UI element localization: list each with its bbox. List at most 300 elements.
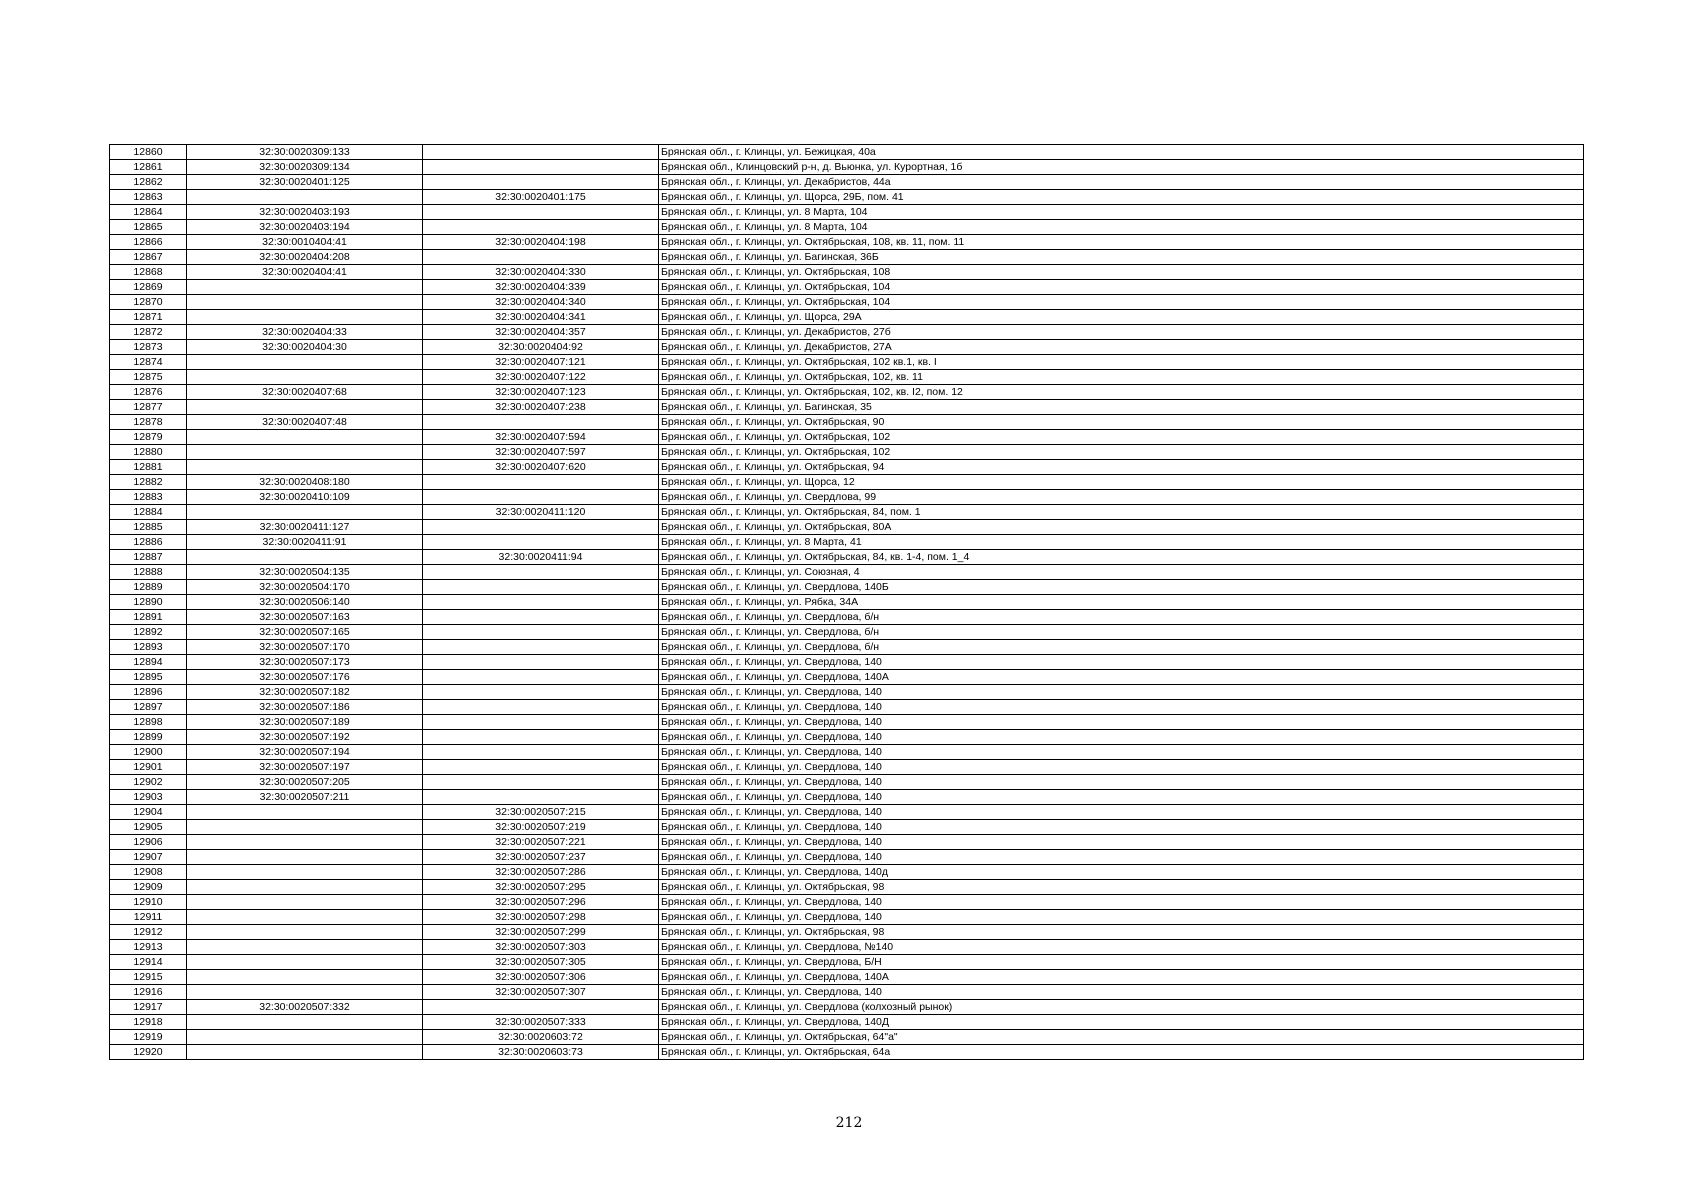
row-number-cell: 12862 bbox=[110, 175, 187, 190]
address-cell: Брянская обл., г. Клинцы, ул. Октябрьская, 80А bbox=[659, 520, 1584, 535]
cadastral-number-2-cell bbox=[423, 790, 659, 805]
row-number-cell: 12894 bbox=[110, 655, 187, 670]
cadastral-number-2-cell bbox=[423, 670, 659, 685]
cadastral-number-2-cell bbox=[423, 625, 659, 640]
row-number-cell: 12913 bbox=[110, 940, 187, 955]
address-cell: Брянская обл., г. Клинцы, ул. Щорса, 12 bbox=[659, 475, 1584, 490]
cadastral-number-1-cell bbox=[187, 955, 423, 970]
table-row bbox=[110, 220, 1584, 235]
cadastral-number-1-cell: 32:30:0020507:170 bbox=[187, 640, 423, 655]
cadastral-number-2-cell: 32:30:0020507:237 bbox=[423, 850, 659, 865]
cadastral-number-1-cell: 32:30:0020407:48 bbox=[187, 415, 423, 430]
row-number-cell: 12916 bbox=[110, 985, 187, 1000]
row-number-cell: 12903 bbox=[110, 790, 187, 805]
cadastral-number-1-cell bbox=[187, 1030, 423, 1045]
cadastral-number-2-cell bbox=[423, 145, 659, 160]
cadastral-number-1-cell: 32:30:0020309:133 bbox=[187, 145, 423, 160]
cadastral-number-2-cell bbox=[423, 715, 659, 730]
address-cell: Брянская обл., г. Клинцы, ул. Свердлова, б/н bbox=[659, 625, 1584, 640]
address-cell: Брянская обл., г. Клинцы, ул. Октябрьская, 102 кв.1, кв. I bbox=[659, 355, 1584, 370]
table-row bbox=[110, 715, 1584, 730]
row-number-cell: 12910 bbox=[110, 895, 187, 910]
cadastral-number-1-cell: 32:30:0020411:127 bbox=[187, 520, 423, 535]
address-cell: Брянская обл., г. Клинцы, ул. Свердлова, 140А bbox=[659, 670, 1584, 685]
cadastral-number-2-cell: 32:30:0020407:620 bbox=[423, 460, 659, 475]
cadastral-number-1-cell: 32:30:0020507:176 bbox=[187, 670, 423, 685]
cadastral-number-2-cell: 32:30:0020507:296 bbox=[423, 895, 659, 910]
table-row bbox=[110, 595, 1584, 610]
row-number-cell: 12897 bbox=[110, 700, 187, 715]
address-cell: Брянская обл., г. Клинцы, ул. Свердлова, 140 bbox=[659, 715, 1584, 730]
cadastral-number-1-cell bbox=[187, 1045, 423, 1060]
row-number-cell: 12881 bbox=[110, 460, 187, 475]
address-cell: Брянская обл., г. Клинцы, ул. Октябрьская, 64а bbox=[659, 1045, 1584, 1060]
row-number-cell: 12860 bbox=[110, 145, 187, 160]
table-row bbox=[110, 175, 1584, 190]
table-row bbox=[110, 805, 1584, 820]
address-cell: Брянская обл., г. Клинцы, ул. 8 Марта, 41 bbox=[659, 535, 1584, 550]
row-number-cell: 12886 bbox=[110, 535, 187, 550]
row-number-cell: 12912 bbox=[110, 925, 187, 940]
cadastral-number-2-cell: 32:30:0020407:123 bbox=[423, 385, 659, 400]
cadastral-number-1-cell: 32:30:0020504:135 bbox=[187, 565, 423, 580]
cadastral-number-1-cell bbox=[187, 430, 423, 445]
row-number-cell: 12908 bbox=[110, 865, 187, 880]
registry-table bbox=[109, 144, 1584, 1060]
address-cell: Брянская обл., г. Клинцы, ул. Свердлова, 140А bbox=[659, 970, 1584, 985]
table-row bbox=[110, 1030, 1584, 1045]
address-cell: Брянская обл., г. Клинцы, ул. Октябрьская, 102, кв. 11 bbox=[659, 370, 1584, 385]
cadastral-number-1-cell bbox=[187, 190, 423, 205]
cadastral-number-1-cell bbox=[187, 970, 423, 985]
cadastral-number-2-cell: 32:30:0020507:221 bbox=[423, 835, 659, 850]
table-row bbox=[110, 700, 1584, 715]
cadastral-number-2-cell bbox=[423, 655, 659, 670]
table-row bbox=[110, 655, 1584, 670]
cadastral-number-2-cell: 32:30:0020407:594 bbox=[423, 430, 659, 445]
address-cell: Брянская обл., г. Клинцы, ул. Свердлова, 140 bbox=[659, 835, 1584, 850]
table-row bbox=[110, 265, 1584, 280]
table-row bbox=[110, 145, 1584, 160]
table-row bbox=[110, 850, 1584, 865]
cadastral-number-1-cell bbox=[187, 820, 423, 835]
address-cell: Брянская обл., г. Клинцы, ул. Октябрьская, 108, кв. 11, пом. 11 bbox=[659, 235, 1584, 250]
row-number-cell: 12869 bbox=[110, 280, 187, 295]
cadastral-number-1-cell: 32:30:0020407:68 bbox=[187, 385, 423, 400]
cadastral-number-1-cell: 32:30:0020404:33 bbox=[187, 325, 423, 340]
row-number-cell: 12919 bbox=[110, 1030, 187, 1045]
row-number-cell: 12867 bbox=[110, 250, 187, 265]
address-cell: Брянская обл., г. Клинцы, ул. Свердлова, Б/Н bbox=[659, 955, 1584, 970]
table-row bbox=[110, 865, 1584, 880]
row-number-cell: 12895 bbox=[110, 670, 187, 685]
table-row bbox=[110, 640, 1584, 655]
cadastral-number-1-cell bbox=[187, 940, 423, 955]
cadastral-number-1-cell: 32:30:0010404:41 bbox=[187, 235, 423, 250]
cadastral-number-2-cell: 32:30:0020401:175 bbox=[423, 190, 659, 205]
row-number-cell: 12889 bbox=[110, 580, 187, 595]
address-cell: Брянская обл., г. Клинцы, ул. Октябрьская, 84, кв. 1-4, пом. 1_4 bbox=[659, 550, 1584, 565]
cadastral-number-1-cell bbox=[187, 925, 423, 940]
cadastral-number-2-cell: 32:30:0020507:295 bbox=[423, 880, 659, 895]
address-cell: Брянская обл., г. Клинцы, ул. Свердлова, 99 bbox=[659, 490, 1584, 505]
cadastral-number-2-cell: 32:30:0020404:341 bbox=[423, 310, 659, 325]
address-cell: Брянская обл., г. Клинцы, ул. 8 Марта, 104 bbox=[659, 220, 1584, 235]
cadastral-number-2-cell: 32:30:0020404:339 bbox=[423, 280, 659, 295]
table-row bbox=[110, 730, 1584, 745]
cadastral-number-1-cell: 32:30:0020401:125 bbox=[187, 175, 423, 190]
table-row bbox=[110, 370, 1584, 385]
table-row bbox=[110, 235, 1584, 250]
cadastral-number-2-cell: 32:30:0020407:597 bbox=[423, 445, 659, 460]
cadastral-number-2-cell: 32:30:0020411:120 bbox=[423, 505, 659, 520]
address-cell: Брянская обл., г. Клинцы, ул. Октябрьская, 102, кв. I2, пом. 12 bbox=[659, 385, 1584, 400]
address-cell: Брянская обл., г. Клинцы, ул. Свердлова, 140 bbox=[659, 760, 1584, 775]
row-number-cell: 12920 bbox=[110, 1045, 187, 1060]
row-number-cell: 12876 bbox=[110, 385, 187, 400]
address-cell: Брянская обл., г. Клинцы, ул. Свердлова, 140 bbox=[659, 730, 1584, 745]
cadastral-number-1-cell: 32:30:0020403:193 bbox=[187, 205, 423, 220]
cadastral-number-2-cell bbox=[423, 565, 659, 580]
table-row bbox=[110, 1000, 1584, 1015]
table-row bbox=[110, 685, 1584, 700]
row-number-cell: 12870 bbox=[110, 295, 187, 310]
table-row bbox=[110, 310, 1584, 325]
cadastral-number-2-cell: 32:30:0020507:307 bbox=[423, 985, 659, 1000]
cadastral-number-1-cell bbox=[187, 460, 423, 475]
cadastral-number-2-cell bbox=[423, 535, 659, 550]
cadastral-number-1-cell bbox=[187, 880, 423, 895]
cadastral-number-2-cell bbox=[423, 640, 659, 655]
row-number-cell: 12882 bbox=[110, 475, 187, 490]
row-number-cell: 12898 bbox=[110, 715, 187, 730]
table-row bbox=[110, 460, 1584, 475]
table-row bbox=[110, 745, 1584, 760]
address-cell: Брянская обл., г. Клинцы, ул. Свердлова, 140 bbox=[659, 655, 1584, 670]
cadastral-number-2-cell: 32:30:0020507:286 bbox=[423, 865, 659, 880]
address-cell: Брянская обл., г. Клинцы, ул. Декабристов, 27б bbox=[659, 325, 1584, 340]
row-number-cell: 12887 bbox=[110, 550, 187, 565]
address-cell: Брянская обл., Клинцовский р-н, д. Вьюнка, ул. Курортная, 1б bbox=[659, 160, 1584, 175]
address-cell: Брянская обл., г. Клинцы, ул. Октябрьская, 102 bbox=[659, 445, 1584, 460]
row-number-cell: 12883 bbox=[110, 490, 187, 505]
row-number-cell: 12899 bbox=[110, 730, 187, 745]
row-number-cell: 12879 bbox=[110, 430, 187, 445]
row-number-cell: 12888 bbox=[110, 565, 187, 580]
address-cell: Брянская обл., г. Клинцы, ул. Свердлова, 140Б bbox=[659, 580, 1584, 595]
cadastral-number-2-cell: 32:30:0020407:122 bbox=[423, 370, 659, 385]
address-cell: Брянская обл., г. Клинцы, ул. Свердлова, 140 bbox=[659, 700, 1584, 715]
address-cell: Брянская обл., г. Клинцы, ул. Свердлова, №140 bbox=[659, 940, 1584, 955]
row-number-cell: 12875 bbox=[110, 370, 187, 385]
cadastral-number-2-cell bbox=[423, 700, 659, 715]
cadastral-number-2-cell bbox=[423, 475, 659, 490]
row-number-cell: 12906 bbox=[110, 835, 187, 850]
cadastral-number-1-cell: 32:30:0020507:332 bbox=[187, 1000, 423, 1015]
row-number-cell: 12891 bbox=[110, 610, 187, 625]
address-cell: Брянская обл., г. Клинцы, ул. Свердлова, 140 bbox=[659, 790, 1584, 805]
row-number-cell: 12900 bbox=[110, 745, 187, 760]
table-row bbox=[110, 250, 1584, 265]
table-row bbox=[110, 625, 1584, 640]
address-cell: Брянская обл., г. Клинцы, ул. Свердлова, 140 bbox=[659, 985, 1584, 1000]
cadastral-number-2-cell: 32:30:0020507:306 bbox=[423, 970, 659, 985]
address-cell: Брянская обл., г. Клинцы, ул. Октябрьская, 94 bbox=[659, 460, 1584, 475]
row-number-cell: 12911 bbox=[110, 910, 187, 925]
row-number-cell: 12915 bbox=[110, 970, 187, 985]
cadastral-number-2-cell: 32:30:0020603:73 bbox=[423, 1045, 659, 1060]
cadastral-number-1-cell bbox=[187, 550, 423, 565]
row-number-cell: 12917 bbox=[110, 1000, 187, 1015]
row-number-cell: 12863 bbox=[110, 190, 187, 205]
cadastral-number-2-cell bbox=[423, 520, 659, 535]
cadastral-number-1-cell bbox=[187, 985, 423, 1000]
page-number: 212 bbox=[835, 1115, 863, 1131]
cadastral-number-2-cell: 32:30:0020407:121 bbox=[423, 355, 659, 370]
cadastral-number-2-cell: 32:30:0020407:238 bbox=[423, 400, 659, 415]
row-number-cell: 12905 bbox=[110, 820, 187, 835]
cadastral-number-2-cell: 32:30:0020507:219 bbox=[423, 820, 659, 835]
cadastral-number-1-cell: 32:30:0020507:186 bbox=[187, 700, 423, 715]
table-row bbox=[110, 880, 1584, 895]
cadastral-number-2-cell bbox=[423, 220, 659, 235]
table-row bbox=[110, 280, 1584, 295]
table-row bbox=[110, 430, 1584, 445]
row-number-cell: 12904 bbox=[110, 805, 187, 820]
row-number-cell: 12890 bbox=[110, 595, 187, 610]
row-number-cell: 12880 bbox=[110, 445, 187, 460]
table-row bbox=[110, 400, 1584, 415]
cadastral-number-2-cell: 32:30:0020507:303 bbox=[423, 940, 659, 955]
table-row bbox=[110, 790, 1584, 805]
cadastral-number-2-cell bbox=[423, 175, 659, 190]
cadastral-number-1-cell bbox=[187, 805, 423, 820]
table-row bbox=[110, 520, 1584, 535]
cadastral-number-1-cell bbox=[187, 505, 423, 520]
address-cell: Брянская обл., г. Клинцы, ул. Октябрьская, 90 bbox=[659, 415, 1584, 430]
cadastral-number-2-cell bbox=[423, 415, 659, 430]
row-number-cell: 12909 bbox=[110, 880, 187, 895]
table-row bbox=[110, 190, 1584, 205]
address-cell: Брянская обл., г. Клинцы, ул. Свердлова, 140 bbox=[659, 805, 1584, 820]
address-cell: Брянская обл., г. Клинцы, ул. Свердлова, 140 bbox=[659, 745, 1584, 760]
address-cell: Брянская обл., г. Клинцы, ул. Свердлова, 140 bbox=[659, 910, 1584, 925]
cadastral-number-2-cell bbox=[423, 760, 659, 775]
table-row bbox=[110, 1015, 1584, 1030]
table-row bbox=[110, 160, 1584, 175]
row-number-cell: 12864 bbox=[110, 205, 187, 220]
table-row bbox=[110, 895, 1584, 910]
address-cell: Брянская обл., г. Клинцы, ул. Союзная, 4 bbox=[659, 565, 1584, 580]
address-cell: Брянская обл., г. Клинцы, ул. Свердлова, 140 bbox=[659, 895, 1584, 910]
cadastral-number-1-cell: 32:30:0020507:205 bbox=[187, 775, 423, 790]
cadastral-number-1-cell: 32:30:0020404:41 bbox=[187, 265, 423, 280]
cadastral-number-1-cell: 32:30:0020507:192 bbox=[187, 730, 423, 745]
address-cell: Брянская обл., г. Клинцы, ул. Бежицкая, 40а bbox=[659, 145, 1584, 160]
cadastral-number-2-cell: 32:30:0020507:298 bbox=[423, 910, 659, 925]
cadastral-number-1-cell bbox=[187, 295, 423, 310]
table-row bbox=[110, 940, 1584, 955]
row-number-cell: 12878 bbox=[110, 415, 187, 430]
cadastral-number-1-cell: 32:30:0020411:91 bbox=[187, 535, 423, 550]
table-row bbox=[110, 295, 1584, 310]
table-row bbox=[110, 610, 1584, 625]
cadastral-number-1-cell: 32:30:0020507:211 bbox=[187, 790, 423, 805]
row-number-cell: 12892 bbox=[110, 625, 187, 640]
address-cell: Брянская обл., г. Клинцы, ул. Свердлова, 140 bbox=[659, 775, 1584, 790]
row-number-cell: 12861 bbox=[110, 160, 187, 175]
table-row bbox=[110, 775, 1584, 790]
cadastral-number-1-cell bbox=[187, 850, 423, 865]
cadastral-number-1-cell bbox=[187, 895, 423, 910]
address-cell: Брянская обл., г. Клинцы, ул. Багинская, 35 bbox=[659, 400, 1584, 415]
address-cell: Брянская обл., г. Клинцы, ул. Свердлова (колхозный рынок) bbox=[659, 1000, 1584, 1015]
address-cell: Брянская обл., г. Клинцы, ул. Декабристов, 44а bbox=[659, 175, 1584, 190]
row-number-cell: 12918 bbox=[110, 1015, 187, 1030]
cadastral-number-1-cell bbox=[187, 445, 423, 460]
cadastral-number-1-cell: 32:30:0020507:173 bbox=[187, 655, 423, 670]
row-number-cell: 12893 bbox=[110, 640, 187, 655]
address-cell: Брянская обл., г. Клинцы, ул. Свердлова, 140д bbox=[659, 865, 1584, 880]
table-row bbox=[110, 550, 1584, 565]
cadastral-number-2-cell: 32:30:0020404:330 bbox=[423, 265, 659, 280]
address-cell: Брянская обл., г. Клинцы, ул. Свердлова, б/н bbox=[659, 640, 1584, 655]
row-number-cell: 12871 bbox=[110, 310, 187, 325]
cadastral-number-1-cell: 32:30:0020408:180 bbox=[187, 475, 423, 490]
row-number-cell: 12872 bbox=[110, 325, 187, 340]
address-cell: Брянская обл., г. Клинцы, ул. Октябрьская, 64"а" bbox=[659, 1030, 1584, 1045]
table-row bbox=[110, 475, 1584, 490]
cadastral-number-1-cell bbox=[187, 355, 423, 370]
cadastral-number-1-cell: 32:30:0020404:30 bbox=[187, 340, 423, 355]
table-row bbox=[110, 445, 1584, 460]
address-cell: Брянская обл., г. Клинцы, ул. Багинская, 36Б bbox=[659, 250, 1584, 265]
address-cell: Брянская обл., г. Клинцы, ул. Октябрьская, 84, пом. 1 bbox=[659, 505, 1584, 520]
address-cell: Брянская обл., г. Клинцы, ул. Щорса, 29А bbox=[659, 310, 1584, 325]
address-cell: Брянская обл., г. Клинцы, ул. Щорса, 29Б, пом. 41 bbox=[659, 190, 1584, 205]
cadastral-number-1-cell: 32:30:0020507:197 bbox=[187, 760, 423, 775]
cadastral-number-1-cell bbox=[187, 865, 423, 880]
table-row bbox=[110, 925, 1584, 940]
row-number-cell: 12866 bbox=[110, 235, 187, 250]
table-row bbox=[110, 340, 1584, 355]
cadastral-number-2-cell: 32:30:0020507:215 bbox=[423, 805, 659, 820]
table-row bbox=[110, 910, 1584, 925]
address-cell: Брянская обл., г. Клинцы, ул. Свердлова, 140Д bbox=[659, 1015, 1584, 1030]
cadastral-number-2-cell: 32:30:0020404:340 bbox=[423, 295, 659, 310]
row-number-cell: 12896 bbox=[110, 685, 187, 700]
table-row bbox=[110, 820, 1584, 835]
cadastral-number-2-cell: 32:30:0020507:333 bbox=[423, 1015, 659, 1030]
table-row bbox=[110, 490, 1584, 505]
cadastral-number-1-cell: 32:30:0020404:208 bbox=[187, 250, 423, 265]
cadastral-number-1-cell bbox=[187, 280, 423, 295]
table-row bbox=[110, 670, 1584, 685]
table-row bbox=[110, 205, 1584, 220]
table-row bbox=[110, 325, 1584, 340]
table-row bbox=[110, 955, 1584, 970]
address-cell: Брянская обл., г. Клинцы, ул. Октябрьская, 104 bbox=[659, 295, 1584, 310]
row-number-cell: 12885 bbox=[110, 520, 187, 535]
cadastral-number-1-cell: 32:30:0020507:165 bbox=[187, 625, 423, 640]
row-number-cell: 12877 bbox=[110, 400, 187, 415]
cadastral-number-2-cell bbox=[423, 745, 659, 760]
table-row bbox=[110, 415, 1584, 430]
table-row bbox=[110, 1045, 1584, 1060]
row-number-cell: 12902 bbox=[110, 775, 187, 790]
row-number-cell: 12901 bbox=[110, 760, 187, 775]
row-number-cell: 12865 bbox=[110, 220, 187, 235]
cadastral-number-1-cell bbox=[187, 1015, 423, 1030]
cadastral-number-2-cell: 32:30:0020404:198 bbox=[423, 235, 659, 250]
row-number-cell: 12874 bbox=[110, 355, 187, 370]
cadastral-number-1-cell: 32:30:0020507:163 bbox=[187, 610, 423, 625]
address-cell: Брянская обл., г. Клинцы, ул. Октябрьская, 98 bbox=[659, 880, 1584, 895]
row-number-cell: 12873 bbox=[110, 340, 187, 355]
table-row bbox=[110, 535, 1584, 550]
address-cell: Брянская обл., г. Клинцы, ул. Свердлова, б/н bbox=[659, 610, 1584, 625]
cadastral-number-2-cell: 32:30:0020507:305 bbox=[423, 955, 659, 970]
cadastral-number-2-cell bbox=[423, 160, 659, 175]
address-cell: Брянская обл., г. Клинцы, ул. Рябка, 34А bbox=[659, 595, 1584, 610]
cadastral-number-1-cell bbox=[187, 400, 423, 415]
address-cell: Брянская обл., г. Клинцы, ул. Свердлова, 140 bbox=[659, 850, 1584, 865]
cadastral-number-1-cell bbox=[187, 370, 423, 385]
cadastral-number-2-cell bbox=[423, 685, 659, 700]
table-row bbox=[110, 835, 1584, 850]
table-row bbox=[110, 505, 1584, 520]
table-row bbox=[110, 355, 1584, 370]
row-number-cell: 12914 bbox=[110, 955, 187, 970]
cadastral-number-1-cell bbox=[187, 835, 423, 850]
cadastral-number-2-cell bbox=[423, 730, 659, 745]
cadastral-number-1-cell: 32:30:0020507:194 bbox=[187, 745, 423, 760]
table-row bbox=[110, 970, 1584, 985]
address-cell: Брянская обл., г. Клинцы, ул. Свердлова, 140 bbox=[659, 820, 1584, 835]
row-number-cell: 12907 bbox=[110, 850, 187, 865]
cadastral-number-2-cell bbox=[423, 580, 659, 595]
cadastral-number-1-cell: 32:30:0020504:170 bbox=[187, 580, 423, 595]
cadastral-number-2-cell bbox=[423, 205, 659, 220]
address-cell: Брянская обл., г. Клинцы, ул. Октябрьская, 102 bbox=[659, 430, 1584, 445]
cadastral-number-2-cell bbox=[423, 595, 659, 610]
cadastral-number-2-cell: 32:30:0020603:72 bbox=[423, 1030, 659, 1045]
cadastral-number-2-cell bbox=[423, 490, 659, 505]
cadastral-number-1-cell: 32:30:0020506:140 bbox=[187, 595, 423, 610]
table-row bbox=[110, 385, 1584, 400]
row-number-cell: 12868 bbox=[110, 265, 187, 280]
cadastral-number-2-cell bbox=[423, 250, 659, 265]
cadastral-number-2-cell: 32:30:0020404:92 bbox=[423, 340, 659, 355]
cadastral-number-1-cell bbox=[187, 910, 423, 925]
address-cell: Брянская обл., г. Клинцы, ул. Октябрьская, 108 bbox=[659, 265, 1584, 280]
address-cell: Брянская обл., г. Клинцы, ул. Октябрьская, 98 bbox=[659, 925, 1584, 940]
cadastral-number-2-cell bbox=[423, 775, 659, 790]
cadastral-number-1-cell bbox=[187, 310, 423, 325]
cadastral-number-2-cell bbox=[423, 1000, 659, 1015]
cadastral-number-1-cell: 32:30:0020507:182 bbox=[187, 685, 423, 700]
address-cell: Брянская обл., г. Клинцы, ул. Свердлова, 140 bbox=[659, 685, 1584, 700]
cadastral-number-2-cell: 32:30:0020411:94 bbox=[423, 550, 659, 565]
cadastral-number-2-cell: 32:30:0020404:357 bbox=[423, 325, 659, 340]
table-row bbox=[110, 760, 1584, 775]
address-cell: Брянская обл., г. Клинцы, ул. Октябрьская, 104 bbox=[659, 280, 1584, 295]
address-cell: Брянская обл., г. Клинцы, ул. 8 Марта, 104 bbox=[659, 205, 1584, 220]
table-row bbox=[110, 580, 1584, 595]
cadastral-number-1-cell: 32:30:0020309:134 bbox=[187, 160, 423, 175]
cadastral-number-1-cell: 32:30:0020403:194 bbox=[187, 220, 423, 235]
registry-table-body bbox=[110, 145, 1584, 1060]
